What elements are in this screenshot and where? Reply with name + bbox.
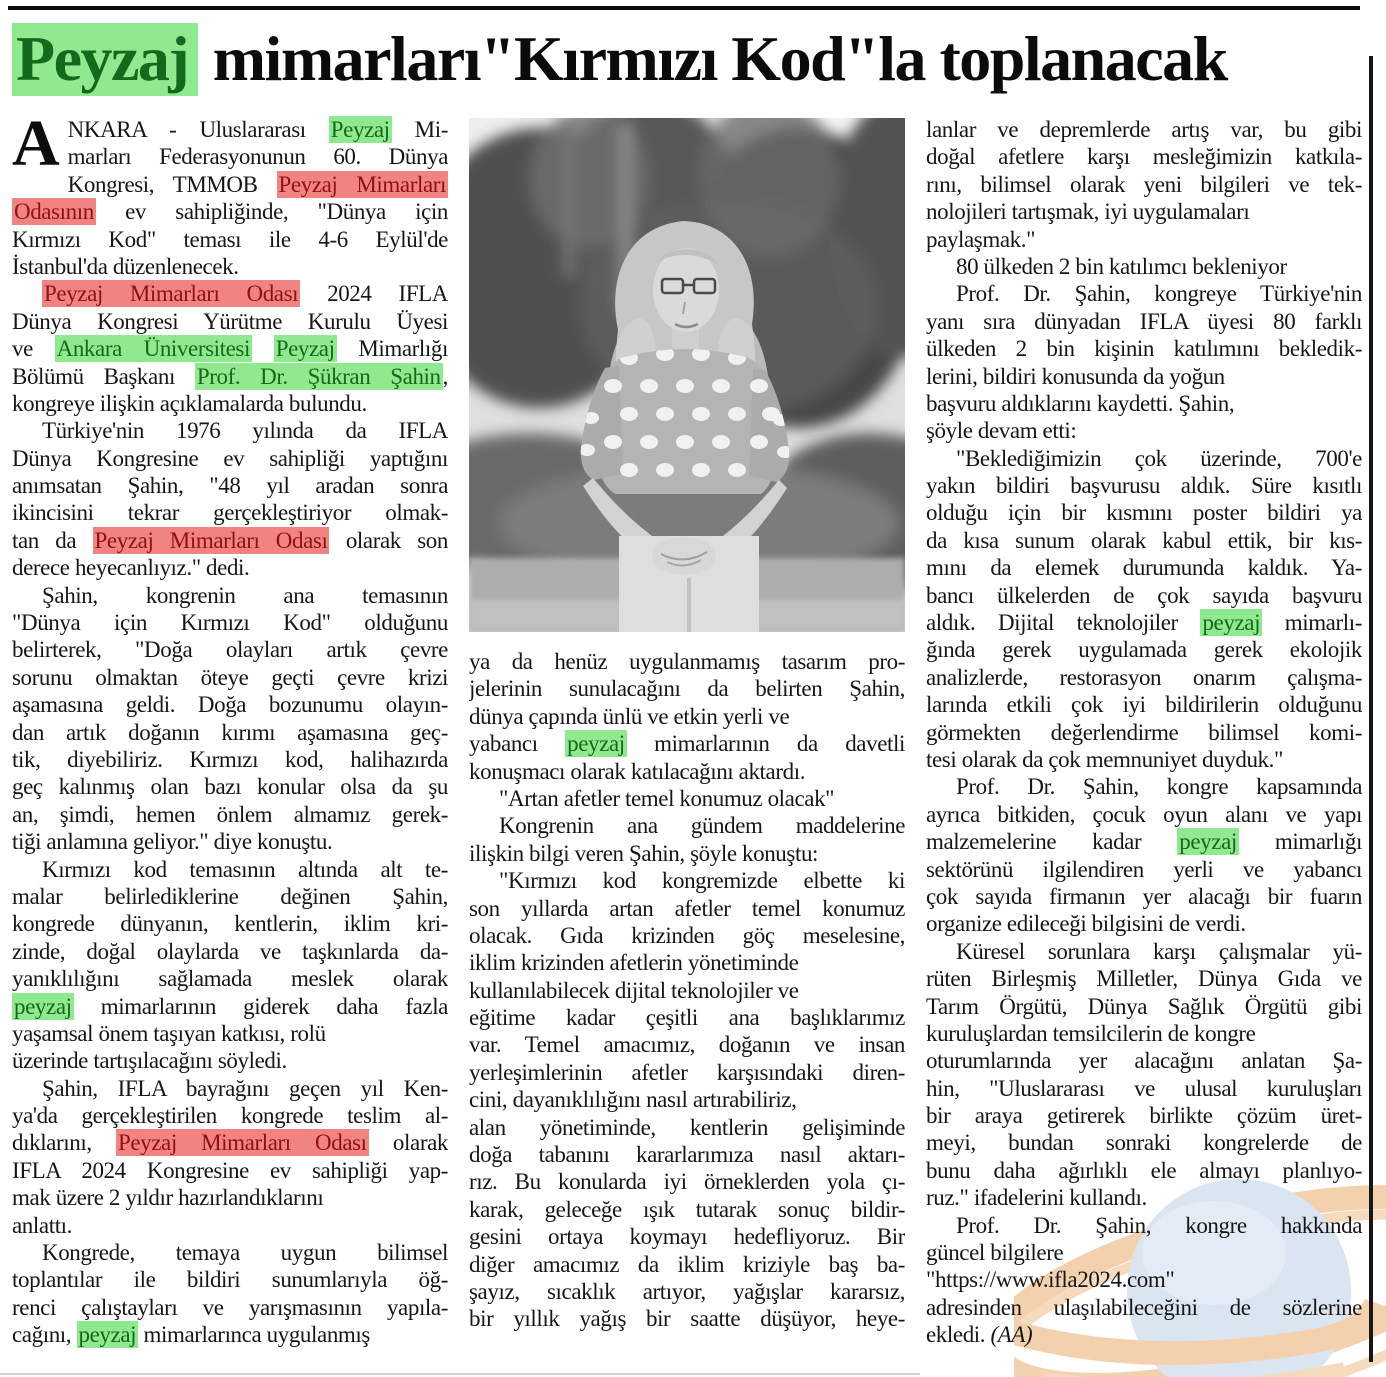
text-line bbox=[926, 801, 1362, 828]
text-run: dünya çapında ünlü ve etkin yerli ve bbox=[469, 703, 790, 729]
column-2 bbox=[469, 116, 905, 1349]
text-line bbox=[12, 856, 448, 883]
text-run: kullanılabilecek dijital teknolojiler ve bbox=[469, 977, 799, 1003]
text-run: belirterek, "Doğa olayları artık çevre bbox=[12, 637, 448, 663]
text-run: paylaşmak." bbox=[926, 226, 1036, 252]
text-line bbox=[926, 746, 1362, 773]
text-line bbox=[12, 1184, 448, 1211]
text-line bbox=[926, 582, 1362, 609]
text-line bbox=[926, 390, 1362, 417]
text-run: mimarlığı bbox=[1238, 829, 1362, 855]
text-line bbox=[469, 812, 905, 839]
text-line bbox=[12, 910, 448, 937]
text-run: şöyle devam etti: bbox=[926, 418, 1077, 444]
text-line bbox=[926, 335, 1362, 362]
text-run: rüten Birleşmiş Milletler, Dünya Gıda ve bbox=[926, 966, 1362, 992]
text-run: diğer amacımız da iklim kriziyle baş ba- bbox=[469, 1251, 905, 1277]
text-run: Dünya Kongresi Yürütme Kurulu Üyesi bbox=[12, 308, 448, 334]
text-run: mimarlarının giderek daha fazla bbox=[73, 993, 448, 1019]
text-line bbox=[12, 198, 448, 225]
text-line bbox=[926, 883, 1362, 910]
text-line bbox=[469, 1004, 905, 1031]
text-run: var. Temel amacımız, doğanın ve insan bbox=[469, 1032, 905, 1058]
text-run: olacak. Gıda krizinden göç meselesine, bbox=[469, 922, 905, 948]
text-run: Küresel sorunlara karşı çalışmalar yü- bbox=[956, 938, 1362, 964]
text-run: Kongrede, temaya uygun bilimsel bbox=[42, 1240, 448, 1266]
text-line bbox=[12, 801, 448, 828]
highlight-red: Peyzaj Mimarları Odası bbox=[44, 281, 299, 307]
text-line bbox=[12, 445, 448, 472]
text-run: dıklarını, bbox=[12, 1130, 116, 1156]
paragraph bbox=[926, 938, 1362, 1212]
text-run: dan artık doğanın kırımı aşamasına geç- bbox=[12, 719, 448, 745]
text-line bbox=[12, 609, 448, 636]
text-line bbox=[926, 664, 1362, 691]
text-run: şayız, sıcaklık artıyor, yağışlar kararsız, bbox=[469, 1278, 905, 1304]
text-line bbox=[926, 363, 1362, 390]
paragraph bbox=[12, 1075, 448, 1239]
text-run: malar belirlediklerine değinen Şahin, bbox=[12, 883, 448, 909]
text-run: yakın bildiri başvurusu aldık. Süre kısıtlı bbox=[926, 473, 1362, 499]
paragraph bbox=[926, 253, 1362, 280]
text-run: güncel bilgilere bbox=[926, 1240, 1064, 1266]
text-line bbox=[926, 773, 1362, 800]
text-line bbox=[12, 280, 448, 307]
text-run: Türkiye'nin 1976 yılında da IFLA bbox=[42, 418, 448, 444]
paragraph bbox=[12, 107, 448, 280]
text-run: aldık. Dijital teknolojiler bbox=[926, 610, 1201, 636]
text-run: doğa tabanını kararlarımıza nasıl aktarı- bbox=[469, 1142, 905, 1168]
highlight-green: Peyzaj bbox=[330, 117, 390, 142]
text-run: Prof. Dr. Şahin, kongreye Türkiye'nin bbox=[956, 281, 1362, 307]
column-1 bbox=[12, 107, 448, 1349]
text-run: yerleşimlerinin afetler karşısındaki diren- bbox=[469, 1059, 905, 1085]
text-line bbox=[12, 719, 448, 746]
text-line bbox=[12, 993, 448, 1020]
text-run: adresinden ulaşılabileceğini de sözlerine bbox=[926, 1294, 1362, 1320]
text-run: İstanbul'da düzenlenecek. bbox=[12, 253, 239, 279]
text-line bbox=[926, 445, 1362, 472]
highlight-green: Ankara Üniversitesi bbox=[56, 336, 250, 362]
text-line bbox=[469, 977, 905, 1004]
paragraph bbox=[12, 1239, 448, 1349]
text-line bbox=[926, 965, 1362, 992]
text-run: Prof. Dr. Şahin, kongre kapsamında bbox=[956, 774, 1362, 800]
text-run: oturumlarında yer alacağını anlatan Şa- bbox=[926, 1048, 1362, 1074]
paragraph bbox=[12, 582, 448, 856]
text-line bbox=[12, 308, 448, 335]
text-run: zinde, doğal olaylarda ve taşkınlarda da- bbox=[12, 938, 448, 964]
text-run: bir araya getirerek birlikte çözüm üret- bbox=[926, 1103, 1362, 1129]
text-run: cağını, bbox=[12, 1322, 77, 1348]
text-line bbox=[469, 1031, 905, 1058]
text-run: Tarım Örgütü, Dünya Sağlık Örgütü gibi bbox=[926, 993, 1362, 1019]
text-line bbox=[12, 363, 448, 390]
text-line bbox=[926, 1239, 1362, 1266]
text-run: cini, dayanıklılığını nasıl artırabiliriz, bbox=[469, 1087, 797, 1113]
text-run: bancı ülkelerden de çok sayıda başvuru bbox=[926, 582, 1362, 608]
drop-cap: A bbox=[12, 107, 60, 180]
text-line bbox=[12, 1157, 448, 1184]
text-line bbox=[926, 1157, 1362, 1184]
text-line bbox=[12, 1212, 448, 1239]
text-line bbox=[12, 1239, 448, 1266]
text-line bbox=[926, 910, 1362, 937]
text-run: Kongresi, TMMOB bbox=[67, 171, 277, 197]
text-line bbox=[469, 1223, 905, 1250]
text-line bbox=[12, 636, 448, 663]
right-column-rule bbox=[1369, 56, 1373, 1362]
text-line bbox=[68, 116, 448, 143]
text-run: ev sahipliğinde, "Dünya için bbox=[95, 199, 448, 225]
paragraph bbox=[926, 773, 1362, 937]
highlight-green: peyzaj bbox=[14, 993, 72, 1019]
paragraph bbox=[469, 648, 905, 785]
text-line bbox=[926, 527, 1362, 554]
text-run: ikincisini tekrar gerçekleştiriyor olmak- bbox=[12, 500, 448, 526]
text-line bbox=[12, 554, 448, 581]
text-run: lanlar ve depremlerde artış var, bu gibi bbox=[926, 117, 1362, 142]
text-line bbox=[926, 417, 1362, 444]
text-run: derece heyecanlıyız." dedi. bbox=[12, 555, 250, 581]
highlight-red: Odasının bbox=[14, 199, 94, 225]
text-line bbox=[469, 840, 905, 867]
text-line bbox=[469, 730, 905, 757]
text-run: doğal afetlere karşı mesleğimizin katkıla- bbox=[926, 144, 1362, 170]
text-line bbox=[12, 691, 448, 718]
text-run: meyi, bundan sonraki kongrelerde de bbox=[926, 1130, 1362, 1156]
text-line bbox=[469, 1059, 905, 1086]
text-run: aşamasına geldi. Doğa bozunumu olayın- bbox=[12, 692, 448, 718]
text-line bbox=[926, 1047, 1362, 1074]
text-run: 80 ülkeden 2 bin katılımcı bekleniyor bbox=[956, 253, 1287, 279]
text-run: tan da bbox=[12, 527, 93, 553]
highlight-red: Peyzaj Mimarları bbox=[278, 171, 447, 197]
text-line bbox=[926, 1321, 1362, 1348]
text-run: NKARA - Uluslararası bbox=[67, 117, 329, 142]
text-line bbox=[926, 554, 1362, 581]
text-line bbox=[12, 499, 448, 526]
text-run: Kırmızı kod temasının altında alt te- bbox=[42, 856, 448, 882]
text-run: kongreye ilişkin açıklamalarda bulundu. bbox=[12, 390, 367, 416]
text-line bbox=[926, 198, 1362, 225]
text-line bbox=[926, 1294, 1362, 1321]
text-line bbox=[12, 828, 448, 855]
text-line bbox=[926, 171, 1362, 198]
text-line bbox=[926, 308, 1362, 335]
highlight-green: peyzaj bbox=[1202, 610, 1261, 636]
text-line bbox=[469, 1114, 905, 1141]
text-run: ruz." ifadelerini kullandı. bbox=[926, 1185, 1147, 1211]
text-line bbox=[926, 1075, 1362, 1102]
highlight-green: Peyzaj bbox=[275, 336, 335, 362]
column-3 bbox=[926, 116, 1362, 1349]
text-line bbox=[926, 719, 1362, 746]
paragraph bbox=[926, 116, 1362, 253]
text-run: başvuru aldıklarını kaydetti. Şahin, bbox=[926, 390, 1235, 416]
top-rule bbox=[8, 6, 1360, 10]
text-run: an, şimdi, hemen önlem almamız gerek- bbox=[12, 801, 448, 827]
text-line bbox=[469, 922, 905, 949]
text-run: çok sayıda firmanın yer alacağı bir fuarın bbox=[926, 883, 1362, 909]
text-line bbox=[12, 1075, 448, 1102]
text-run: mimarlarının da davetli bbox=[626, 731, 905, 757]
text-run: ülkeden 2 bin kişinin katılımını bekledik- bbox=[926, 336, 1362, 362]
highlight-red: Peyzaj Mimarları Odası bbox=[117, 1130, 367, 1156]
text-run: geç kalınmış olan bazı konular olsa da şu bbox=[12, 774, 448, 800]
text-run: ilişkin bilgi veren Şahin, şöyle konuştu: bbox=[469, 840, 819, 866]
text-line bbox=[926, 993, 1362, 1020]
text-run: ğında gerek uygulamada gerek ekolojik bbox=[926, 637, 1362, 663]
text-run bbox=[252, 336, 274, 361]
highlight-green: peyzaj bbox=[78, 1322, 137, 1348]
headline-text: mimarları"Kırmızı Kod"la toplanacak bbox=[198, 23, 1227, 94]
text-run: son yıllarda artan afetler temel konumuz bbox=[469, 895, 905, 921]
text-line bbox=[12, 1294, 448, 1321]
text-line bbox=[926, 143, 1362, 170]
paragraph bbox=[926, 280, 1362, 444]
text-line bbox=[469, 895, 905, 922]
text-run: ve bbox=[12, 336, 55, 362]
text-line bbox=[926, 253, 1362, 280]
text-line bbox=[12, 417, 448, 444]
text-line bbox=[12, 883, 448, 910]
text-run: sektörünü ilgilendiren yerli ve yabancı bbox=[926, 856, 1362, 882]
text-run: toplantılar ile bildiri sunumlarıyla öğ- bbox=[12, 1267, 448, 1293]
text-run: , bbox=[442, 363, 448, 389]
text-run: alan yönetiminde, kentlerin gelişiminde bbox=[469, 1114, 905, 1140]
text-run: bir yıllık yağış bir saatte düşüyor, heye- bbox=[469, 1306, 905, 1332]
bottom-hairline bbox=[0, 1373, 920, 1375]
paragraph bbox=[926, 1212, 1362, 1349]
text-run: ya'da gerçekleştirilen kongrede teslim al- bbox=[12, 1103, 448, 1129]
paragraph bbox=[12, 417, 448, 581]
text-run: iklim krizinden afetlerin yönetiminde bbox=[469, 950, 799, 976]
text-line bbox=[12, 226, 448, 253]
text-line bbox=[469, 867, 905, 894]
text-line bbox=[926, 938, 1362, 965]
text-run: tik, diyebiliriz. Kırmızı kod, halihazırda bbox=[12, 746, 448, 772]
text-line bbox=[926, 828, 1362, 855]
text-line bbox=[12, 965, 448, 992]
text-line bbox=[12, 938, 448, 965]
text-line bbox=[12, 527, 448, 554]
text-line bbox=[12, 335, 448, 362]
paragraph bbox=[469, 867, 905, 1333]
text-run: jelerinin sunulacağını da belirten Şahin, bbox=[469, 676, 905, 702]
text-run: kuruluşlardan temsilcilerin de kongre bbox=[926, 1020, 1256, 1046]
text-run: "Artan afetler temel konumuz olacak" bbox=[499, 785, 835, 811]
text-run: olarak bbox=[368, 1130, 448, 1156]
text-run: yabancı bbox=[469, 731, 566, 757]
text-run: yanı sıra dünyadan IFLA üyesi 80 farklı bbox=[926, 308, 1362, 334]
text-line bbox=[469, 1141, 905, 1168]
text-line bbox=[469, 648, 905, 675]
text-line bbox=[469, 1305, 905, 1332]
text-line bbox=[12, 1047, 448, 1074]
text-line bbox=[68, 171, 448, 198]
text-line bbox=[926, 1102, 1362, 1129]
paragraph bbox=[469, 812, 905, 867]
text-run: karak, geleceğe ışık tutarak sonuç bildir- bbox=[469, 1196, 905, 1222]
text-run: ya da henüz uygulanmamış tasarım pro- bbox=[469, 649, 905, 674]
text-run: Mimarlığı bbox=[336, 336, 448, 362]
text-run: eğitime kadar çeşitli ana başlıklarımız bbox=[469, 1005, 905, 1031]
text-run: rız. Bu konularda iyi örneklerden yola çı- bbox=[469, 1169, 905, 1195]
text-run: yanıklılığını sağlamada meslek olarak bbox=[12, 966, 448, 992]
text-run: Prof. Dr. Şahin, kongre hakkında bbox=[956, 1212, 1362, 1238]
text-run: Bölümü Başkanı bbox=[12, 363, 195, 389]
text-line bbox=[12, 472, 448, 499]
text-line bbox=[469, 703, 905, 730]
text-run: konuşmacı olarak katılacağını aktardı. bbox=[469, 758, 806, 784]
text-run: "Kırmızı kod kongremizde elbette ki bbox=[499, 868, 905, 894]
text-line bbox=[12, 582, 448, 609]
text-run: Kongrenin ana gündem maddelerine bbox=[499, 813, 905, 839]
text-line bbox=[12, 253, 448, 280]
text-run: mimarlı- bbox=[1262, 610, 1362, 636]
text-line bbox=[926, 856, 1362, 883]
text-run: yaşamsal önem taşıyan katkısı, rolü bbox=[12, 1020, 326, 1046]
text-line bbox=[926, 1129, 1362, 1156]
text-run: analizlerde, restorasyon onarım çalışma- bbox=[926, 664, 1362, 690]
text-line bbox=[12, 664, 448, 691]
agency-credit: (AA) bbox=[990, 1322, 1033, 1348]
text-run: lerini, bildiri konusunda da yoğun bbox=[926, 363, 1225, 389]
text-line bbox=[12, 1266, 448, 1293]
text-run: bunu daha ağırlıklı ele almayı planlıyo- bbox=[926, 1157, 1362, 1183]
text-run: mını da elemek durumunda kaldık. Ya- bbox=[926, 555, 1362, 581]
paragraph bbox=[926, 445, 1362, 774]
text-run: "Beklediğimizin çok üzerinde, 700'e bbox=[956, 445, 1362, 471]
text-line bbox=[12, 1129, 448, 1156]
highlight-green: Prof. Dr. Şükran Şahin bbox=[196, 363, 441, 389]
text-line bbox=[926, 1020, 1362, 1047]
text-line bbox=[12, 773, 448, 800]
article-headline bbox=[12, 20, 1372, 98]
text-run: Şahin, IFLA bayrağını geçen yıl Ken- bbox=[42, 1075, 448, 1101]
text-run: IFLA 2024 Kongresine ev sahipliği yap- bbox=[12, 1157, 448, 1183]
text-run: marları Federasyonunun 60. Dünya bbox=[67, 144, 448, 170]
paragraph bbox=[469, 785, 905, 812]
text-line bbox=[469, 1168, 905, 1195]
text-line bbox=[12, 1102, 448, 1129]
text-run: Mi- bbox=[391, 117, 448, 142]
text-run: nolojileri tartışmak, iyi uygulamaları bbox=[926, 199, 1250, 225]
text-run: kongrede dünyanın, kentlerin, iklim kri- bbox=[12, 911, 448, 937]
text-run: Şahin, kongrenin ana temasının bbox=[42, 582, 448, 608]
highlight-green: peyzaj bbox=[567, 731, 625, 757]
text-run: sorunu olmaktan öteye geçti çevre krizi bbox=[12, 664, 448, 690]
text-run: larında etkili çok iyi bildirilerin olduğunu bbox=[926, 692, 1362, 718]
text-line bbox=[469, 949, 905, 976]
text-run: olarak son bbox=[329, 527, 448, 553]
text-line bbox=[469, 1251, 905, 1278]
text-run: rını, bilimsel olarak yeni bilgileri ve tek- bbox=[926, 171, 1362, 197]
text-line bbox=[12, 1321, 448, 1348]
text-line bbox=[926, 499, 1362, 526]
text-run: Dünya Kongresine ev sahipliği yaptığını bbox=[12, 445, 448, 471]
text-line bbox=[12, 390, 448, 417]
text-line bbox=[926, 116, 1362, 143]
text-run: da kısa sunum olarak kabul ettik, bir kıs- bbox=[926, 527, 1362, 553]
text-run: Kırmızı Kod" teması ile 4-6 Eylül'de bbox=[12, 226, 448, 252]
text-run: "Dünya için Kırmızı Kod" olduğunu bbox=[12, 610, 448, 636]
text-run: anımsatan Şahin, "48 yıl aradan sonra bbox=[12, 473, 448, 499]
text-line bbox=[469, 675, 905, 702]
text-run: malzemelerine kadar bbox=[926, 829, 1178, 855]
text-run: mak üzere 2 yıldır hazırlandıklarını bbox=[12, 1185, 324, 1211]
text-line bbox=[469, 1278, 905, 1305]
text-run: görmekten değerlendirme bilimsel komi- bbox=[926, 719, 1362, 745]
text-run: "https://www.ifla2024.com" bbox=[926, 1267, 1175, 1293]
text-run: mimarlarınca uygulanmış bbox=[138, 1322, 370, 1348]
text-line bbox=[12, 1020, 448, 1047]
text-line bbox=[469, 1086, 905, 1113]
text-line bbox=[926, 636, 1362, 663]
paragraph bbox=[12, 856, 448, 1075]
text-run: 2024 IFLA bbox=[300, 281, 448, 307]
text-run: gesini ortaya koymayı hedefliyoruz. Bir bbox=[469, 1224, 905, 1250]
highlight-red: Peyzaj Mimarları Odası bbox=[94, 527, 328, 553]
text-run: hin, "Uluslararası ve ulusal kuruluşları bbox=[926, 1075, 1362, 1101]
text-run: ekledi. bbox=[926, 1322, 991, 1348]
paragraph bbox=[12, 280, 448, 417]
text-line bbox=[68, 143, 448, 170]
text-line bbox=[926, 280, 1362, 307]
highlight-green: peyzaj bbox=[1179, 829, 1237, 855]
text-line bbox=[926, 1184, 1362, 1211]
text-run: tiği anlamına geliyor." diye konuştu. bbox=[12, 829, 333, 855]
article-body bbox=[12, 107, 1364, 1349]
text-line bbox=[12, 746, 448, 773]
text-line bbox=[469, 1196, 905, 1223]
text-line bbox=[469, 785, 905, 812]
text-run: üzerinde tartışılacağını söyledi. bbox=[12, 1048, 287, 1074]
text-run: ayrıca bitkiden, çocuk oyun alanı ve yapı bbox=[926, 801, 1362, 827]
text-line bbox=[926, 1212, 1362, 1239]
text-run: renci çalıştayları ve yarışmasının yapıla- bbox=[12, 1294, 448, 1320]
text-line bbox=[926, 1266, 1362, 1293]
text-line bbox=[469, 758, 905, 785]
text-run: anlattı. bbox=[12, 1212, 73, 1238]
headline-highlight-green: Peyzaj bbox=[12, 23, 198, 96]
text-line bbox=[926, 691, 1362, 718]
text-run: organize edileceği bilgisini de verdi. bbox=[926, 911, 1246, 937]
text-line bbox=[926, 472, 1362, 499]
text-run: tesi olarak da çok memnuniyet duyduk." bbox=[926, 746, 1283, 772]
text-line bbox=[926, 609, 1362, 636]
text-line bbox=[926, 226, 1362, 253]
text-run: olduğu için bir kısmını poster bildiri ya bbox=[926, 500, 1362, 526]
photo-of-sukran-sahin bbox=[469, 118, 905, 632]
